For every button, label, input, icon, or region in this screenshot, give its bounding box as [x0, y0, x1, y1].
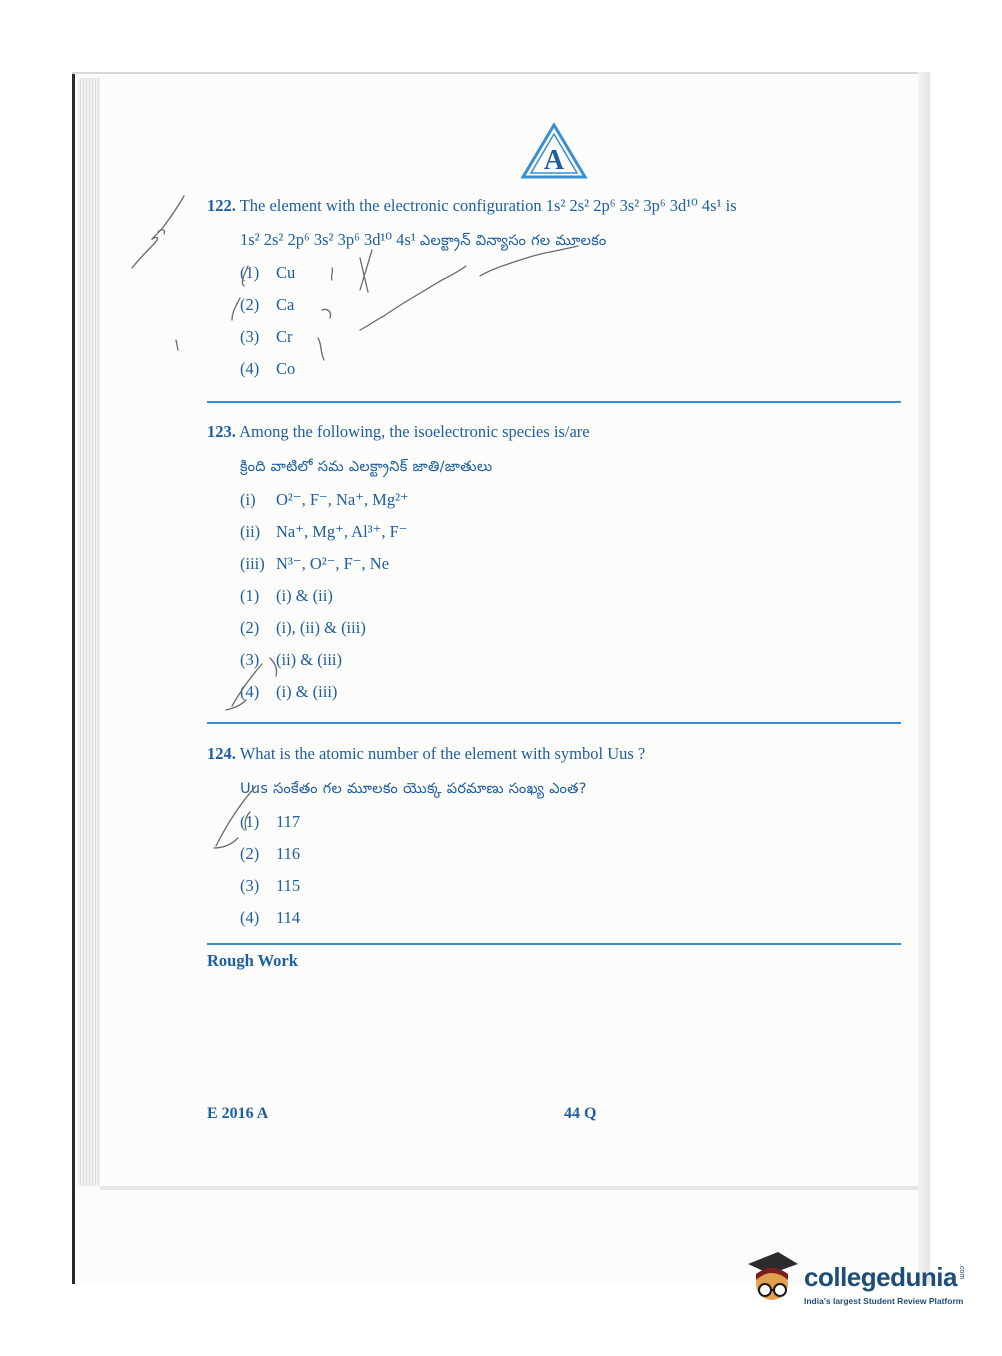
brand-name: collegedunia: [804, 1262, 957, 1292]
species-number: (ii): [240, 522, 261, 541]
species-text: Na⁺, Mg⁺, Al³⁺, F⁻: [276, 522, 408, 541]
option-text: 114: [276, 908, 301, 927]
species-number: (i): [240, 490, 256, 509]
option-number: (3): [240, 876, 260, 895]
option-number: (3): [240, 327, 260, 346]
option-text: Cr: [276, 327, 293, 346]
option-text: 115: [276, 876, 301, 895]
option-text: 117: [276, 812, 301, 831]
option-number: (1): [240, 263, 260, 282]
option-number: (3): [240, 650, 260, 669]
option-number: (2): [240, 618, 260, 637]
question-text-te: క్రింది వాటిలో సమ ఎలక్ట్రానిక్ జాతి/జాతులు: [240, 459, 493, 475]
species-text: O²⁻, F⁻, Na⁺, Mg²⁺: [276, 490, 409, 509]
graduate-mascot-icon: [744, 1250, 802, 1316]
option-text: Cu: [276, 263, 296, 282]
config-formula: 1s² 2s² 2p⁶ 3s² 3p⁶ 3d¹⁰ 4s¹: [240, 230, 416, 249]
option-number: (4): [240, 682, 260, 701]
page-number: 44 Q: [564, 1105, 597, 1122]
question-text-en: What is the atomic number of the element with symbol Uus ?: [239, 744, 646, 763]
option-number: (4): [240, 908, 260, 927]
option-number: (2): [240, 844, 260, 863]
set-letter: A: [543, 145, 565, 176]
option-text: (i), (ii) & (iii): [276, 618, 366, 637]
question-text-en: Among the following, the isoelectronic species is/are: [239, 422, 590, 441]
question-text-en: The element with the electronic configuration 1s² 2s² 2p⁶ 3s² 3p⁶ 3d¹⁰ 4s¹ is: [239, 196, 737, 215]
option-text: (i) & (ii): [276, 586, 333, 605]
question-number: 124.: [207, 744, 236, 763]
option-text: 116: [276, 844, 301, 863]
option-text: (i) & (iii): [276, 682, 338, 701]
rough-work-label: Rough Work: [207, 951, 298, 970]
question-number: 123.: [207, 422, 236, 441]
brand-dotcom: .com: [958, 1264, 965, 1280]
question-text-te: ఎలక్ట్రాన్ విన్యాసం గల మూలకం: [419, 233, 607, 249]
option-number: (4): [240, 359, 260, 378]
option-number: (1): [240, 812, 260, 831]
option-number: (1): [240, 586, 260, 605]
exam-code: E 2016 A: [207, 1105, 269, 1122]
collegedunia-watermark: [744, 1250, 974, 1320]
question-number: 122.: [207, 196, 236, 215]
option-text: (ii) & (iii): [276, 650, 342, 669]
species-text: N³⁻, O²⁻, F⁻, Ne: [276, 554, 390, 573]
option-text: Ca: [276, 295, 295, 314]
question-text-te: Uus సంకేతం గల మూలకం యొక్క పరమాణు సంఖ్య ఎంత?: [240, 781, 587, 797]
option-text: Co: [276, 359, 296, 378]
species-number: (iii): [240, 554, 265, 573]
option-number: (2): [240, 295, 260, 314]
brand-tagline: India's largest Student Review Platform: [804, 1296, 964, 1306]
